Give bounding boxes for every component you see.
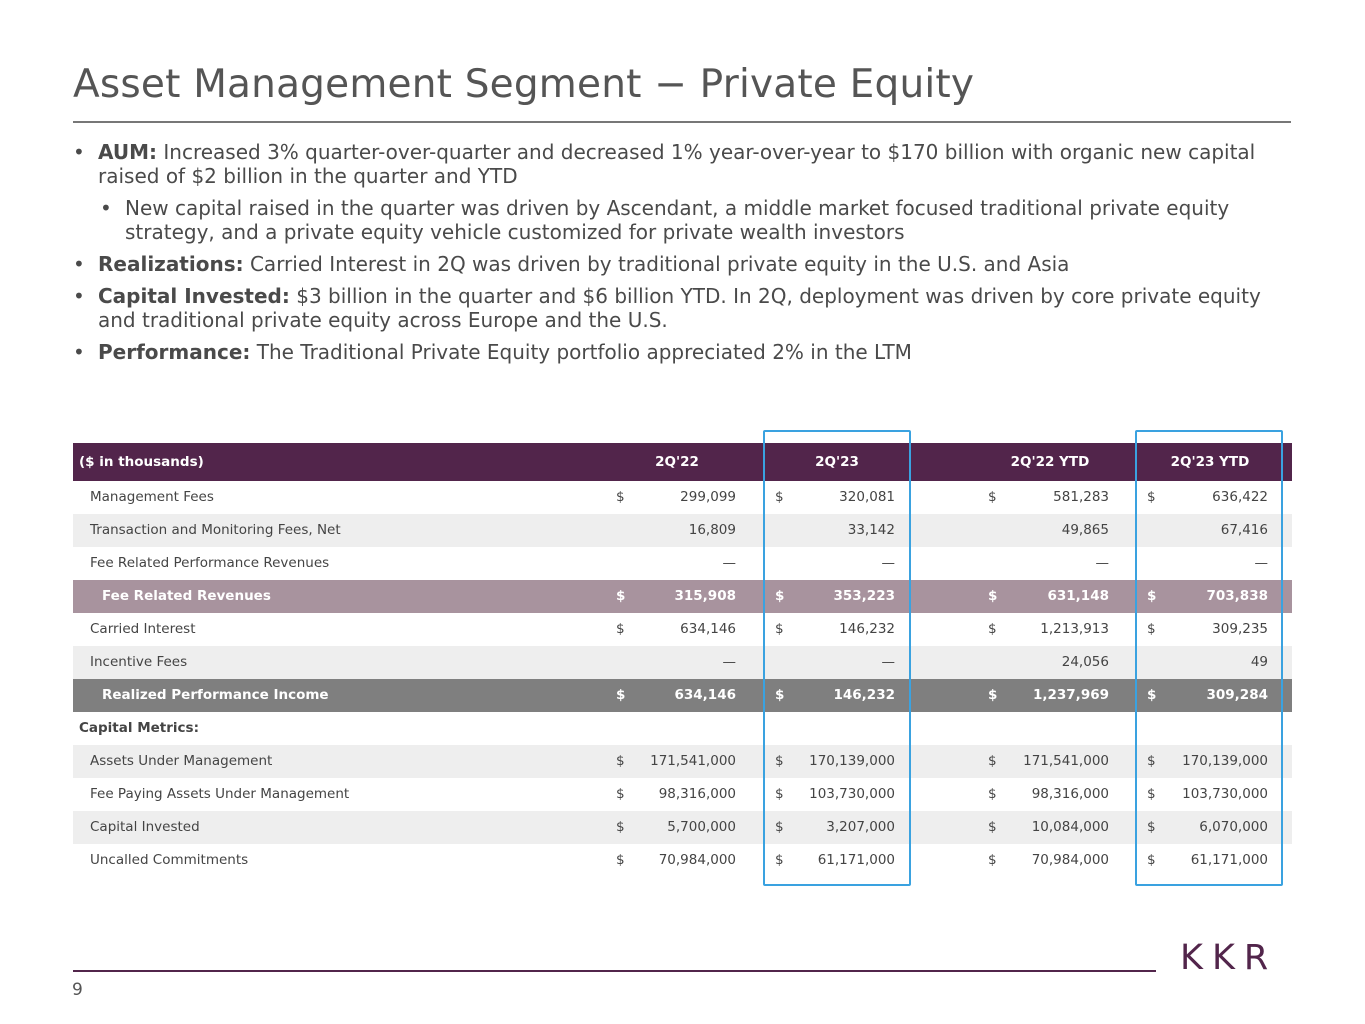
dollar-sign: $ [1147, 786, 1156, 802]
bullet-dot: • [73, 284, 85, 308]
dollar-sign: $ [775, 753, 784, 769]
dollar-sign: $ [616, 588, 626, 604]
header-2q23: 2Q'23 [815, 454, 859, 470]
cell-value: 299,099 [680, 489, 736, 505]
bullet-capital-text: $3 billion in the quarter and $6 billion YTD. In 2Q, deployment was driven by core private equity and traditional private equity across Europe and the U.S. [98, 284, 1261, 332]
table-row [73, 481, 1292, 514]
dollar-sign: $ [988, 489, 997, 505]
bullet-aum-sub [73, 196, 1273, 244]
cell-value: 1,213,913 [1040, 621, 1109, 637]
cell-value: 309,284 [1206, 687, 1268, 703]
bullet-capital-label: Capital Invested: [98, 284, 290, 308]
dollar-sign: $ [988, 852, 997, 868]
table-row [73, 514, 1292, 547]
cell-value: 309,235 [1212, 621, 1268, 637]
cell-value: 6,070,000 [1199, 819, 1268, 835]
cell-value: 103,730,000 [1182, 786, 1268, 802]
row-label: Fee Related Revenues [102, 588, 271, 604]
cell-value: 170,139,000 [1182, 753, 1268, 769]
cell-value: 636,422 [1212, 489, 1268, 505]
table-row [73, 679, 1292, 712]
bullet-performance-label: Performance: [98, 340, 251, 364]
header-2q22-ytd: 2Q'22 YTD [1010, 454, 1090, 470]
cell-value: 315,908 [674, 588, 736, 604]
footer-divider [73, 970, 1156, 972]
cell-value: 98,316,000 [1031, 786, 1109, 802]
cell-value: 61,171,000 [817, 852, 895, 868]
financial-table [73, 443, 1292, 877]
cell-value: — [1254, 555, 1268, 571]
dollar-sign: $ [988, 819, 997, 835]
header-2q22: 2Q'22 [655, 454, 699, 470]
dollar-sign: $ [1147, 819, 1156, 835]
row-label: Assets Under Management [90, 753, 273, 769]
dollar-sign: $ [1147, 687, 1157, 703]
dollar-sign: $ [1147, 588, 1157, 604]
bullet-dot: • [100, 196, 112, 220]
bullet-realizations [73, 252, 1273, 276]
cell-value: 353,223 [833, 588, 895, 604]
cell-value: 320,081 [839, 489, 895, 505]
bullet-list [73, 140, 1273, 372]
row-label: Uncalled Commitments [90, 852, 249, 868]
highlight-box-2q23 [763, 430, 911, 886]
dollar-sign: $ [988, 588, 998, 604]
row-label: Capital Metrics: [79, 720, 199, 736]
table-header-row [73, 443, 1292, 481]
cell-value: 98,316,000 [658, 786, 736, 802]
bullet-realizations-label: Realizations: [98, 252, 244, 276]
cell-value: 49,865 [1061, 522, 1109, 538]
cell-value: 171,541,000 [650, 753, 736, 769]
row-label: Fee Related Performance Revenues [90, 555, 330, 571]
kkr-logo: KKR [1180, 938, 1278, 978]
table-row [73, 646, 1292, 679]
bullet-dot: • [73, 252, 85, 276]
bullet-realizations-text: Carried Interest in 2Q was driven by traditional private equity in the U.S. and Asia [243, 252, 1070, 276]
bullet-aum-label: AUM: [98, 140, 158, 164]
dollar-sign: $ [775, 852, 784, 868]
row-label: Transaction and Monitoring Fees, Net [90, 522, 341, 538]
table-row [73, 745, 1292, 778]
dollar-sign: $ [616, 687, 626, 703]
cell-value: 61,171,000 [1190, 852, 1268, 868]
row-label: Management Fees [90, 489, 214, 505]
cell-value: 103,730,000 [809, 786, 895, 802]
row-label: Carried Interest [90, 621, 196, 637]
dollar-sign: $ [1147, 852, 1156, 868]
cell-value: — [881, 555, 895, 571]
cell-value: 1,237,969 [1032, 687, 1109, 703]
row-label: Realized Performance Income [102, 687, 329, 703]
dollar-sign: $ [1147, 621, 1156, 637]
bullet-aum-sub-text: New capital raised in the quarter was driven by Ascendant, a middle market focused traditional private equity strategy, and a private equity vehicle customized for private wealth investors [125, 196, 1230, 244]
bullet-performance-text: The Traditional Private Equity portfolio appreciated 2% in the LTM [250, 340, 912, 364]
cell-value: 634,146 [674, 687, 736, 703]
dollar-sign: $ [1147, 753, 1156, 769]
cell-value: — [722, 555, 736, 571]
slide-title: Asset Management Segment − Private Equity [73, 62, 975, 107]
dollar-sign: $ [775, 687, 785, 703]
cell-value: 70,984,000 [1031, 852, 1109, 868]
dollar-sign: $ [988, 753, 997, 769]
highlight-box-2q23-ytd [1135, 430, 1283, 886]
cell-value: 33,142 [847, 522, 895, 538]
bullet-performance [73, 340, 1273, 364]
dollar-sign: $ [616, 489, 625, 505]
dollar-sign: $ [1147, 489, 1156, 505]
row-label: Capital Invested [90, 819, 200, 835]
dollar-sign: $ [775, 621, 784, 637]
dollar-sign: $ [775, 786, 784, 802]
cell-value: 70,984,000 [658, 852, 736, 868]
row-label: Fee Paying Assets Under Management [90, 786, 350, 802]
dollar-sign: $ [988, 687, 998, 703]
header-units: ($ in thousands) [79, 454, 204, 470]
dollar-sign: $ [616, 753, 625, 769]
dollar-sign: $ [775, 819, 784, 835]
table-body [73, 481, 1292, 877]
row-label: Incentive Fees [90, 654, 188, 670]
cell-value: 631,148 [1047, 588, 1109, 604]
cell-value: 16,809 [688, 522, 736, 538]
cell-value: — [1095, 555, 1109, 571]
dollar-sign: $ [775, 588, 785, 604]
dollar-sign: $ [616, 852, 625, 868]
cell-value: 3,207,000 [826, 819, 895, 835]
cell-value: — [881, 654, 895, 670]
table-row [73, 547, 1292, 580]
dollar-sign: $ [616, 786, 625, 802]
cell-value: 24,056 [1061, 654, 1109, 670]
cell-value: 581,283 [1053, 489, 1109, 505]
cell-value: — [722, 654, 736, 670]
bullet-aum-text: Increased 3% quarter-over-quarter and decreased 1% year-over-year to $170 billion with organic new capital raised of $2 billion in the quarter and YTD [98, 140, 1256, 188]
cell-value: 67,416 [1220, 522, 1268, 538]
table-row [73, 811, 1292, 844]
cell-value: 170,139,000 [809, 753, 895, 769]
cell-value: 49 [1250, 654, 1268, 670]
cell-value: 5,700,000 [667, 819, 736, 835]
table-row [73, 844, 1292, 877]
dollar-sign: $ [988, 621, 997, 637]
bullet-dot: • [73, 140, 85, 164]
table-row [73, 778, 1292, 811]
bullet-dot: • [73, 340, 85, 364]
page-number: 9 [72, 980, 83, 1000]
table-row [73, 613, 1292, 646]
title-divider [73, 121, 1291, 123]
cell-value: 634,146 [680, 621, 736, 637]
cell-value: 146,232 [839, 621, 895, 637]
cell-value: 146,232 [833, 687, 895, 703]
dollar-sign: $ [616, 621, 625, 637]
dollar-sign: $ [616, 819, 625, 835]
cell-value: 10,084,000 [1031, 819, 1109, 835]
dollar-sign: $ [775, 489, 784, 505]
table-row [73, 712, 1292, 745]
table-row [73, 580, 1292, 613]
cell-value: 703,838 [1206, 588, 1268, 604]
bullet-capital-invested [73, 284, 1273, 332]
header-2q23-ytd: 2Q'23 YTD [1170, 454, 1250, 470]
bullet-aum [73, 140, 1273, 188]
cell-value: 171,541,000 [1023, 753, 1109, 769]
dollar-sign: $ [988, 786, 997, 802]
